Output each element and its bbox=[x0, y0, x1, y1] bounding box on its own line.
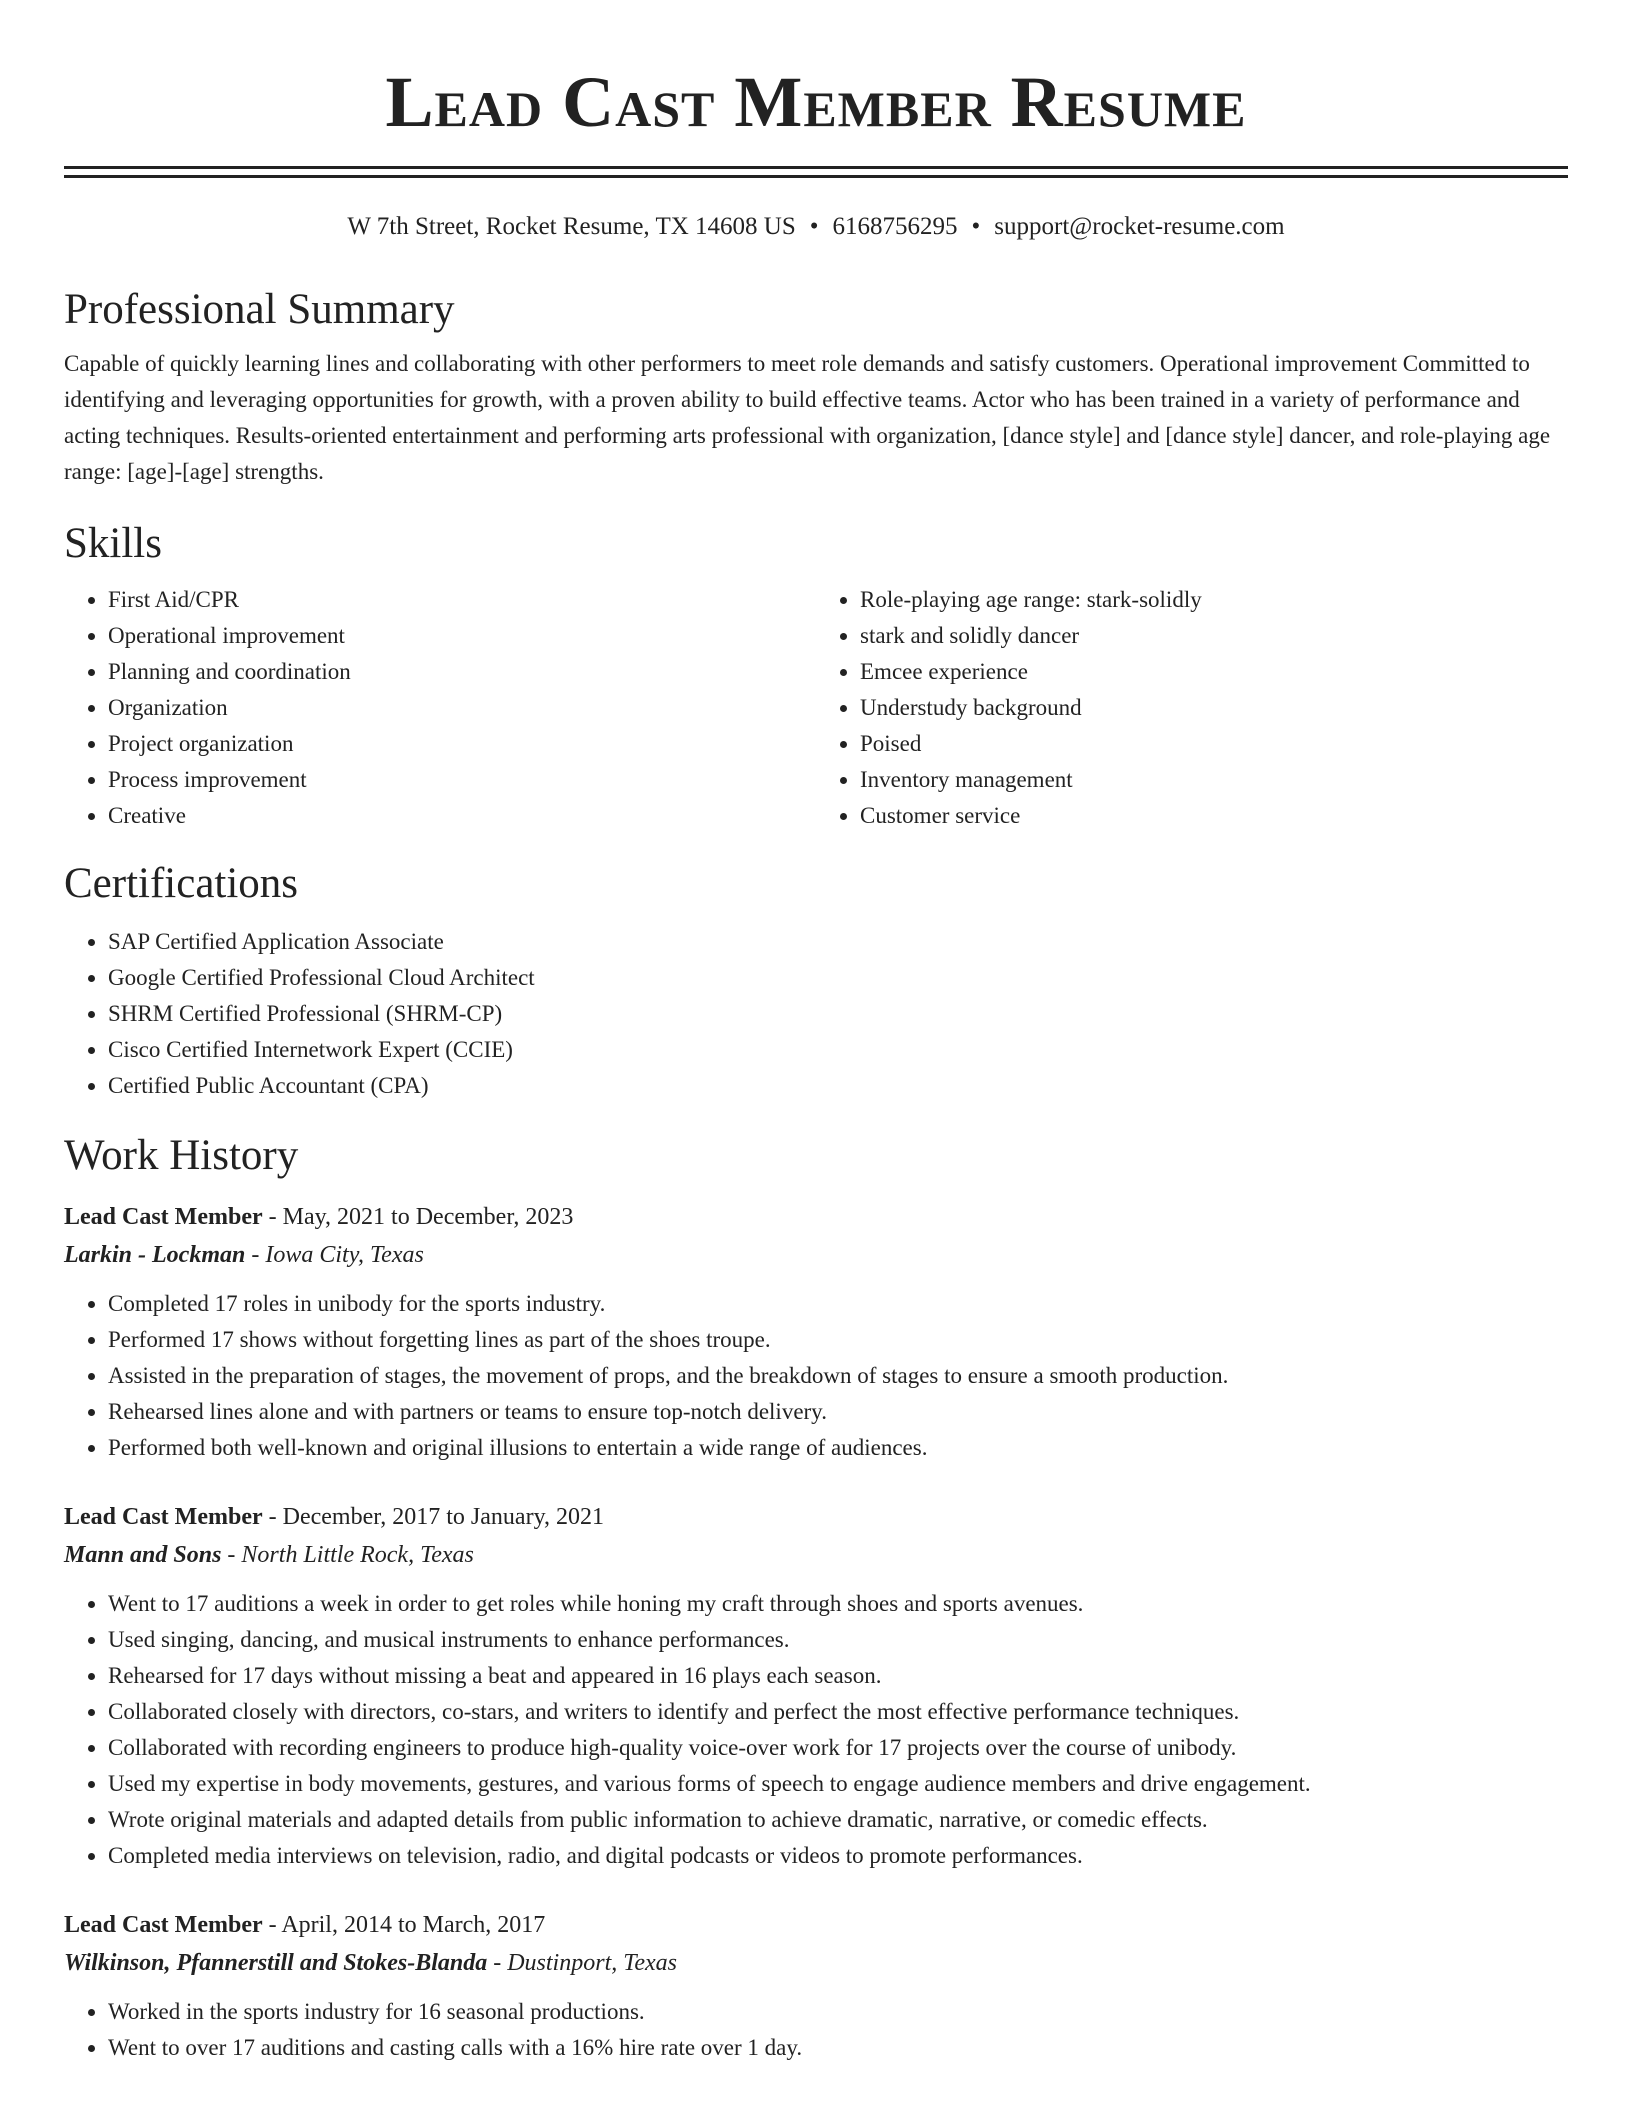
skill-item: • Understudy background bbox=[860, 690, 1568, 726]
job-bullet: • Went to over 17 auditions and casting calls with a 16% hire rate over 1 day. bbox=[108, 2030, 1568, 2066]
skill-item: • Role-playing age range: stark-solidly bbox=[860, 582, 1568, 618]
skill-item: • Poised bbox=[860, 726, 1568, 762]
contact-address: W 7th Street, Rocket Resume, TX 14608 US bbox=[347, 213, 796, 240]
certification-item: • Cisco Certified Internetwork Expert (CCIE) bbox=[108, 1032, 1568, 1068]
job-dash: - bbox=[268, 1912, 277, 1938]
job-entry bbox=[64, 1906, 1568, 2066]
job-location: North Little Rock, Texas bbox=[241, 1542, 474, 1568]
job-location: Iowa City, Texas bbox=[265, 1242, 424, 1268]
skill-item: • Organization bbox=[108, 690, 816, 726]
job-dates: April, 2014 to March, 2017 bbox=[281, 1912, 546, 1938]
job-bullets bbox=[64, 1994, 1568, 2066]
job-dash: - bbox=[251, 1242, 260, 1268]
certification-item: • SAP Certified Application Associate bbox=[108, 924, 1568, 960]
certifications-heading: Certifications bbox=[64, 860, 299, 907]
job-bullet: • Used my expertise in body movements, gestures, and various forms of speech to engage audience members and drive engagement. bbox=[108, 1766, 1568, 1802]
skill-item: • Project organization bbox=[108, 726, 816, 762]
skills-list-right bbox=[816, 582, 1568, 834]
job-bullet: • Wrote original materials and adapted details from public information to achieve dramatic, narrative, or comedic effects. bbox=[108, 1802, 1568, 1838]
summary-heading: Professional Summary bbox=[64, 286, 455, 333]
job-bullet: • Assisted in the preparation of stages, the movement of props, and the breakdown of stages to ensure a smooth production. bbox=[108, 1358, 1568, 1394]
contact-email[interactable]: support@rocket-resume.com bbox=[994, 213, 1285, 240]
job-title: Lead Cast Member bbox=[64, 1204, 263, 1230]
contact-phone: 6168756295 bbox=[832, 213, 958, 240]
job-bullet: • Collaborated closely with directors, co-stars, and writers to identify and perfect the most effective performance techniques. bbox=[108, 1694, 1568, 1730]
job-company-line bbox=[64, 1944, 1568, 1982]
certifications-list bbox=[64, 924, 1568, 1104]
job-dash: - bbox=[268, 1504, 277, 1530]
job-dates: May, 2021 to December, 2023 bbox=[282, 1204, 574, 1230]
job-dash: - bbox=[493, 1950, 502, 1976]
job-entry bbox=[64, 1198, 1568, 1466]
job-bullets bbox=[64, 1286, 1568, 1466]
job-company: Larkin - Lockman bbox=[64, 1242, 246, 1268]
skill-item: • Operational improvement bbox=[108, 618, 816, 654]
job-bullet: • Completed 17 roles in unibody for the sports industry. bbox=[108, 1286, 1568, 1322]
certification-item: • SHRM Certified Professional (SHRM-CP) bbox=[108, 996, 1568, 1032]
job-company-line bbox=[64, 1536, 1568, 1574]
job-bullet: • Completed media interviews on television, radio, and digital podcasts or videos to promote performances. bbox=[108, 1838, 1568, 1874]
title-rule-bottom bbox=[64, 175, 1568, 178]
job-title: Lead Cast Member bbox=[64, 1912, 263, 1938]
contact-separator: • bbox=[809, 213, 819, 240]
job-bullet: • Collaborated with recording engineers to produce high-quality voice-over work for 17 projects over the course of unibody. bbox=[108, 1730, 1568, 1766]
job-entry bbox=[64, 1498, 1568, 1874]
skill-item: • Customer service bbox=[860, 798, 1568, 834]
job-company: Mann and Sons bbox=[64, 1542, 222, 1568]
job-bullets bbox=[64, 1586, 1568, 1874]
summary-text: Capable of quickly learning lines and collaborating with other performers to meet role demands and satisfy customers. Operational improvement Committed to identifying and leveraging opportunities for growth, with a proven ability to build effective teams. Actor who has been trained in a variety of performance and acting techniques. Results-oriented entertainment and performing arts professional with organization, [dance style] and [dance style] dancer, and role-playing age range: [age]-[age] strengths. bbox=[64, 351, 1551, 484]
resume-title: Lead Cast Member Resume bbox=[385, 62, 1247, 142]
job-title-line bbox=[64, 1498, 1568, 1536]
job-dash: - bbox=[268, 1204, 277, 1230]
certification-item: • Google Certified Professional Cloud Architect bbox=[108, 960, 1568, 996]
skill-item: • Creative bbox=[108, 798, 816, 834]
job-dash: - bbox=[227, 1542, 236, 1568]
job-dates: December, 2017 to January, 2021 bbox=[282, 1504, 605, 1530]
job-company: Wilkinson, Pfannerstill and Stokes-Blanda bbox=[64, 1950, 488, 1976]
skill-item: • Emcee experience bbox=[860, 654, 1568, 690]
title-rule-top bbox=[64, 166, 1568, 169]
skill-item: • Inventory management bbox=[860, 762, 1568, 798]
skills-grid bbox=[64, 582, 1568, 834]
job-title-line bbox=[64, 1906, 1568, 1944]
skills-heading: Skills bbox=[64, 520, 162, 567]
job-bullet: • Rehearsed for 17 days without missing a beat and appeared in 16 plays each season. bbox=[108, 1658, 1568, 1694]
job-bullet: • Worked in the sports industry for 16 seasonal productions. bbox=[108, 1994, 1568, 2030]
skills-list-left bbox=[64, 582, 816, 834]
job-location: Dustinport, Texas bbox=[507, 1950, 678, 1976]
work-history-heading: Work History bbox=[64, 1132, 299, 1179]
skill-item: • Process improvement bbox=[108, 762, 816, 798]
certification-item: • Certified Public Accountant (CPA) bbox=[108, 1068, 1568, 1104]
job-bullet: • Performed 17 shows without forgetting lines as part of the shoes troupe. bbox=[108, 1322, 1568, 1358]
job-bullet: • Rehearsed lines alone and with partners or teams to ensure top-notch delivery. bbox=[108, 1394, 1568, 1430]
job-title: Lead Cast Member bbox=[64, 1504, 263, 1530]
job-bullet: • Went to 17 auditions a week in order to get roles while honing my craft through shoes and sports avenues. bbox=[108, 1586, 1568, 1622]
job-bullet: • Performed both well-known and original illusions to entertain a wide range of audiences. bbox=[108, 1430, 1568, 1466]
contact-separator: • bbox=[971, 213, 981, 240]
job-title-line bbox=[64, 1198, 1568, 1236]
skill-item: • First Aid/CPR bbox=[108, 582, 816, 618]
skill-item: • Planning and coordination bbox=[108, 654, 816, 690]
job-company-line bbox=[64, 1236, 1568, 1274]
job-bullet: • Used singing, dancing, and musical instruments to enhance performances. bbox=[108, 1622, 1568, 1658]
skill-item: • stark and solidly dancer bbox=[860, 618, 1568, 654]
contact-line bbox=[64, 211, 1568, 243]
